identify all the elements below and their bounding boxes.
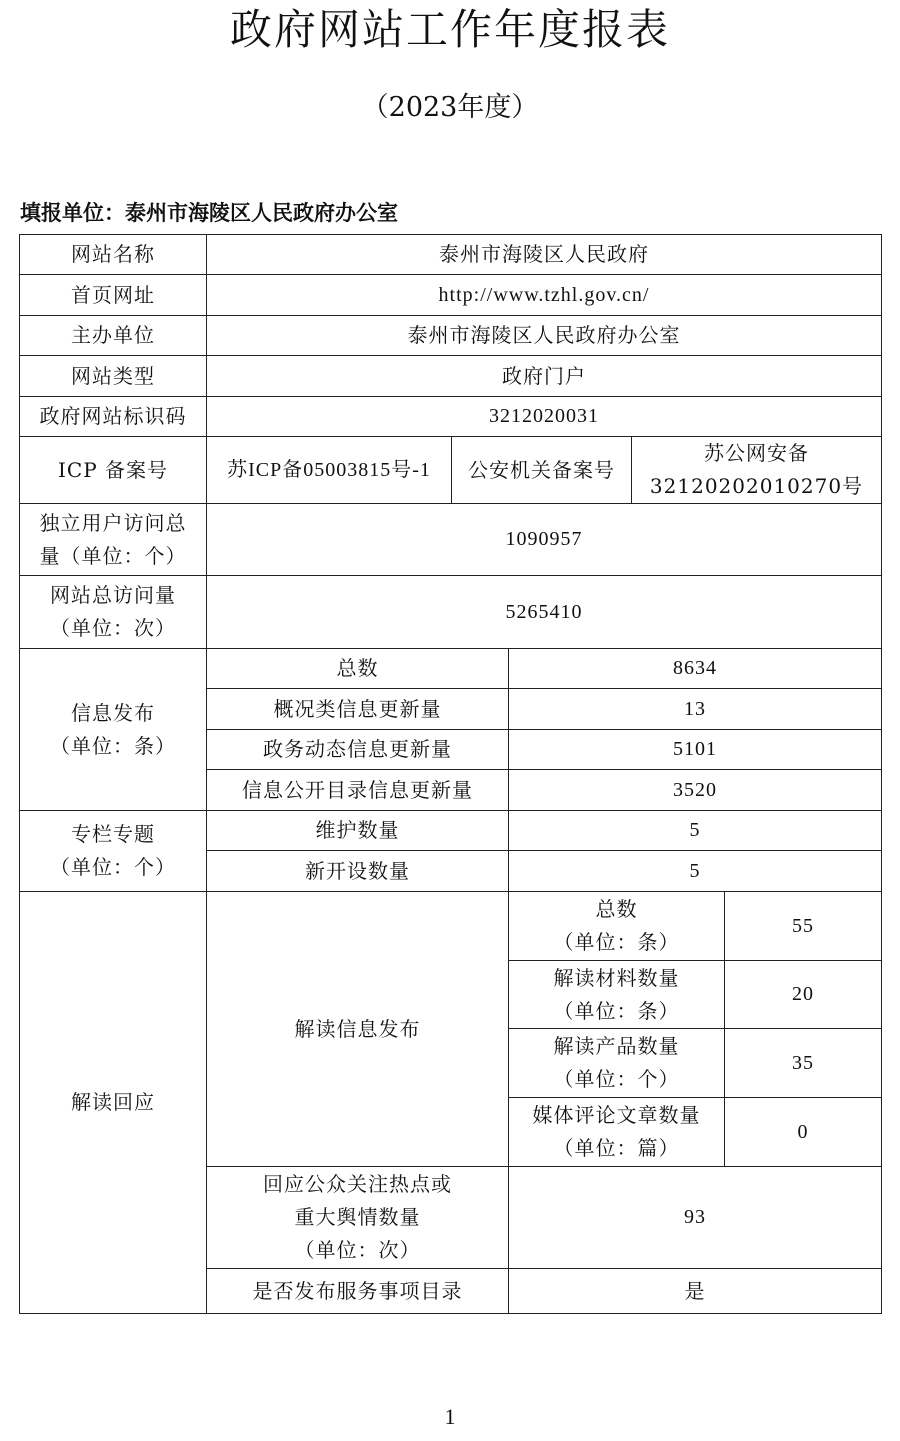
interpretation-item-line-2: （单位：条） [553, 930, 680, 954]
sponsor-value: 泰州市海陵区人民政府办公室 [207, 316, 882, 356]
total-visits-label [20, 576, 207, 649]
sponsor-label: 主办单位 [20, 316, 207, 356]
table-row [20, 235, 882, 275]
police-record-line-1: 苏公网安备 [704, 441, 809, 465]
info-publish-item-label: 概况类信息更新量 [207, 689, 509, 730]
columns-label [20, 811, 207, 892]
interpretation-item-value: 35 [725, 1029, 882, 1098]
interpretation-item-label [509, 1098, 725, 1167]
total-visits-label-line-1: 网站总访问量 [50, 583, 176, 607]
interpretation-publish-label: 解读信息发布 [207, 892, 509, 1167]
interpretation-item-label [509, 1029, 725, 1098]
interpretation-item-line-1: 媒体评论文章数量 [532, 1103, 701, 1127]
info-publish-item-label: 总数 [207, 649, 509, 689]
table-row [20, 576, 882, 649]
interpretation-item-line-2: （单位：篇） [553, 1136, 680, 1160]
table-row [20, 504, 882, 576]
public-response-label [207, 1167, 509, 1269]
total-visits-label-line-2: （单位：次） [50, 616, 176, 640]
interpretation-item-value: 0 [725, 1098, 882, 1167]
report-table [19, 234, 882, 1314]
icp-value: 苏ICP备05003815号-1 [207, 437, 452, 504]
interpretation-item-line-1: 解读产品数量 [553, 1034, 680, 1058]
public-response-line-3: （单位：次） [294, 1238, 421, 1262]
site-type-value: 政府门户 [207, 356, 882, 397]
table-row [20, 437, 882, 504]
info-publish-label [20, 649, 207, 811]
interpretation-item-line-2: （单位：条） [553, 998, 680, 1023]
interpretation-item-line-2: （单位：个） [553, 1067, 680, 1091]
info-publish-item-value: 8634 [509, 649, 882, 689]
police-record-value [632, 437, 882, 504]
reporting-unit: 填报单位：泰州市海陵区人民政府办公室 [20, 201, 398, 225]
homepage-label: 首页网址 [20, 275, 207, 316]
columns-item-value: 5 [509, 851, 882, 892]
info-publish-item-value: 13 [509, 689, 882, 730]
interpretation-item-label [509, 961, 725, 1029]
columns-label-line-2: （单位：个） [50, 855, 176, 879]
police-record-label: 公安机关备案号 [452, 437, 632, 504]
interpretation-item-value: 55 [725, 892, 882, 961]
page-title: 政府网站工作年度报表 [229, 5, 670, 54]
interpretation-item-label [509, 892, 725, 961]
info-publish-item-value: 3520 [509, 770, 882, 811]
table-row [20, 649, 882, 689]
columns-item-value: 5 [509, 811, 882, 851]
public-response-line-2: 重大舆情数量 [294, 1205, 421, 1229]
unique-visitors-label [20, 504, 207, 576]
columns-label-line-1: 专栏专题 [71, 822, 155, 846]
page-number: 1 [444, 1404, 456, 1429]
unique-visitors-label-line-1: 独立用户访问总 [39, 510, 187, 535]
columns-item-label: 新开设数量 [207, 851, 509, 892]
table-row [20, 316, 882, 356]
table-row [20, 397, 882, 437]
public-response-line-1: 回应公众关注热点或 [263, 1172, 452, 1196]
site-id-label: 政府网站标识码 [20, 397, 207, 437]
table-row [20, 356, 882, 397]
table-row [20, 892, 882, 961]
info-publish-item-label: 政务动态信息更新量 [207, 730, 509, 770]
columns-item-label: 维护数量 [207, 811, 509, 851]
site-id-value: 3212020031 [207, 397, 882, 437]
police-record-line-2: 32120202010270号 [649, 474, 864, 498]
interpretation-label: 解读回应 [20, 892, 207, 1314]
total-visits-value: 5265410 [207, 576, 882, 649]
table-row [20, 811, 882, 851]
table-row [20, 275, 882, 316]
public-response-value: 93 [509, 1167, 882, 1269]
info-publish-label-line-2: （单位：条） [50, 733, 176, 758]
unique-visitors-value: 1090957 [207, 504, 882, 576]
interpretation-item-line-1: 解读材料数量 [553, 965, 680, 990]
site-name-value: 泰州市海陵区人民政府 [207, 235, 882, 275]
interpretation-item-value: 20 [725, 961, 882, 1029]
report-year: （2023年度） [361, 92, 539, 123]
homepage-url: http://www.tzhl.gov.cn/ [207, 275, 882, 316]
site-name-label: 网站名称 [20, 235, 207, 275]
unique-visitors-label-line-2: 量（单位：个） [39, 543, 187, 568]
info-publish-item-label: 信息公开目录信息更新量 [207, 770, 509, 811]
interpretation-item-line-1: 总数 [595, 897, 638, 921]
site-type-label: 网站类型 [20, 356, 207, 397]
service-catalog-label: 是否发布服务事项目录 [207, 1269, 509, 1314]
service-catalog-value: 是 [509, 1269, 882, 1314]
info-publish-label-line-1: 信息发布 [71, 700, 155, 725]
icp-label: ICP 备案号 [20, 437, 207, 504]
info-publish-item-value: 5101 [509, 730, 882, 770]
